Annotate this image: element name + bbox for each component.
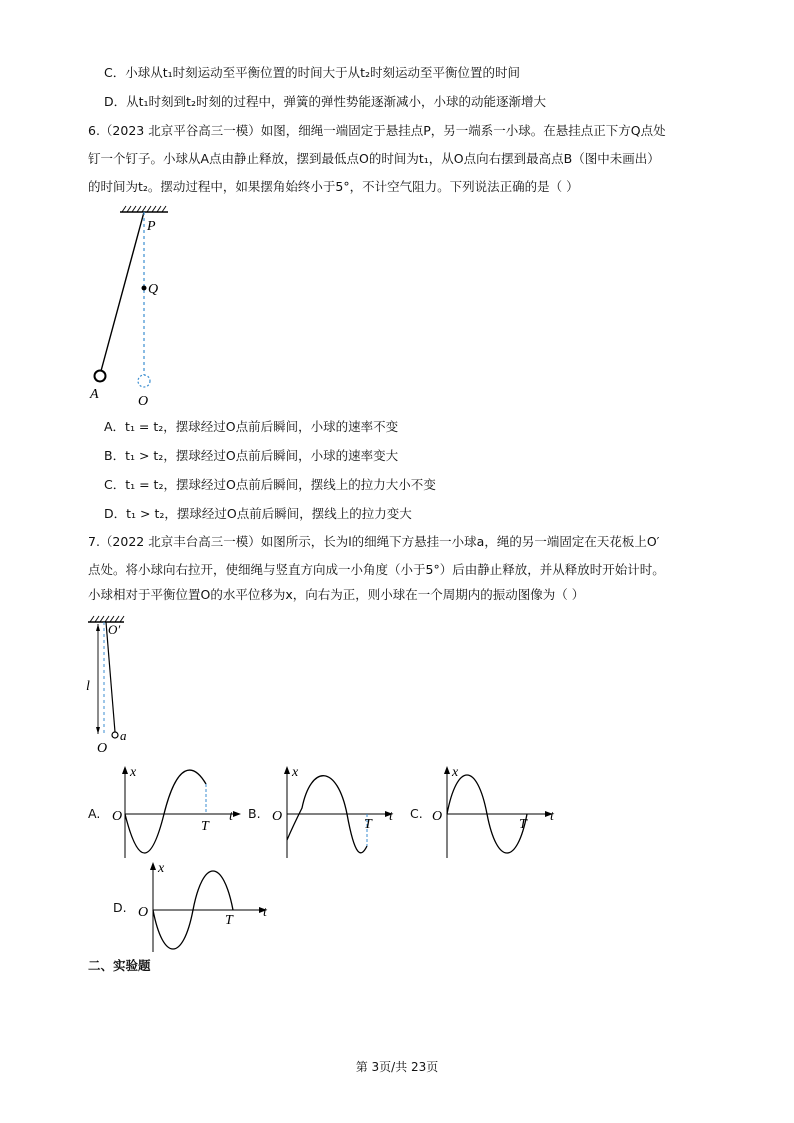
q6-option-c: C．t₁ = t₂，摆球经过O点前后瞬间，摆线上的拉力大小不变 — [104, 477, 436, 492]
graph-a — [105, 762, 245, 862]
section-heading-experiment: 二、实验题 — [88, 958, 151, 973]
q6-option-a: A．t₁ = t₂，摆球经过O点前后瞬间，小球的速率不变 — [104, 419, 399, 434]
graph-d-label: D. — [113, 900, 127, 915]
q6-pendulum-figure — [80, 200, 190, 410]
label-q: Q — [148, 282, 159, 297]
q5-option-c: C．小球从t₁时刻运动至平衡位置的时间大于从t₂时刻运动至平衡位置的时间 — [104, 65, 521, 80]
page-footer: 第 3页/共 23页 — [355, 1060, 439, 1074]
label-l: l — [86, 679, 90, 694]
label-o-prime: O′ — [108, 622, 121, 637]
origin-o: O — [272, 809, 283, 824]
q6-stem-line2: 钉一个钉子。小球从A点由静止释放，摆到最低点O的时间为t₁，从O点向右摆到最高点B（图中未画出） — [88, 151, 660, 166]
q7-pendulum-figure — [80, 612, 150, 757]
axis-t: t — [263, 905, 267, 920]
graph-b — [267, 762, 407, 862]
axis-x: x — [130, 765, 137, 780]
q6-stem-line1: 6.（2023 北京平谷高三一模）如图，细绳一端固定于悬挂点P，另一端系一小球。在悬挂点正下方Q点处 — [88, 123, 666, 138]
q7-stem-line2: 点处。将小球向右拉开，使细绳与竖直方向成一小角度（小于5°）后由静止释放，并从释放时开始计时。 — [88, 562, 665, 577]
axis-t: t — [229, 809, 233, 824]
axis-x: x — [292, 765, 299, 780]
q6-option-b: B．t₁ > t₂，摆球经过O点前后瞬间，小球的速率变大 — [104, 448, 399, 463]
axis-x: x — [452, 765, 459, 780]
label-a: a — [120, 728, 127, 743]
period-t: T — [201, 819, 209, 834]
q7-stem-line1: 7.（2022 北京丰台高三一模）如图所示，长为l的细绳下方悬挂一小球a，绳的另一端固定在天花板上O′ — [88, 534, 660, 549]
origin-o: O — [138, 905, 149, 920]
q5-option-d: D．从t₁时刻到t₂时刻的过程中，弹簧的弹性势能逐渐减小，小球的动能逐渐增大 — [104, 94, 546, 109]
graph-c-label: C. — [410, 806, 423, 821]
q7-stem-line3: 小球相对于平衡位置O的水平位移为x，向右为正，则小球在一个周期内的振动图像为（ ） — [88, 587, 585, 602]
label-a: A — [90, 387, 99, 402]
period-t: T — [225, 913, 233, 928]
axis-x: x — [158, 861, 165, 876]
graph-d — [133, 858, 278, 958]
period-t: T — [519, 817, 527, 832]
period-t: T — [364, 817, 372, 832]
graph-c — [427, 762, 567, 862]
label-o: O — [97, 741, 108, 756]
label-p: P — [147, 219, 156, 234]
graph-b-label: B. — [248, 806, 261, 821]
origin-o: O — [112, 809, 123, 824]
origin-o: O — [432, 809, 443, 824]
q6-stem-line3: 的时间为t₂。摆动过程中，如果摆角始终小于5°，不计空气阻力。下列说法正确的是（ ） — [88, 179, 579, 194]
axis-t: t — [550, 809, 554, 824]
axis-t: t — [389, 809, 393, 824]
q6-option-d: D．t₁ > t₂，摆球经过O点前后瞬间，摆线上的拉力变大 — [104, 506, 412, 521]
label-o: O — [138, 394, 149, 409]
graph-a-label: A. — [88, 806, 101, 821]
